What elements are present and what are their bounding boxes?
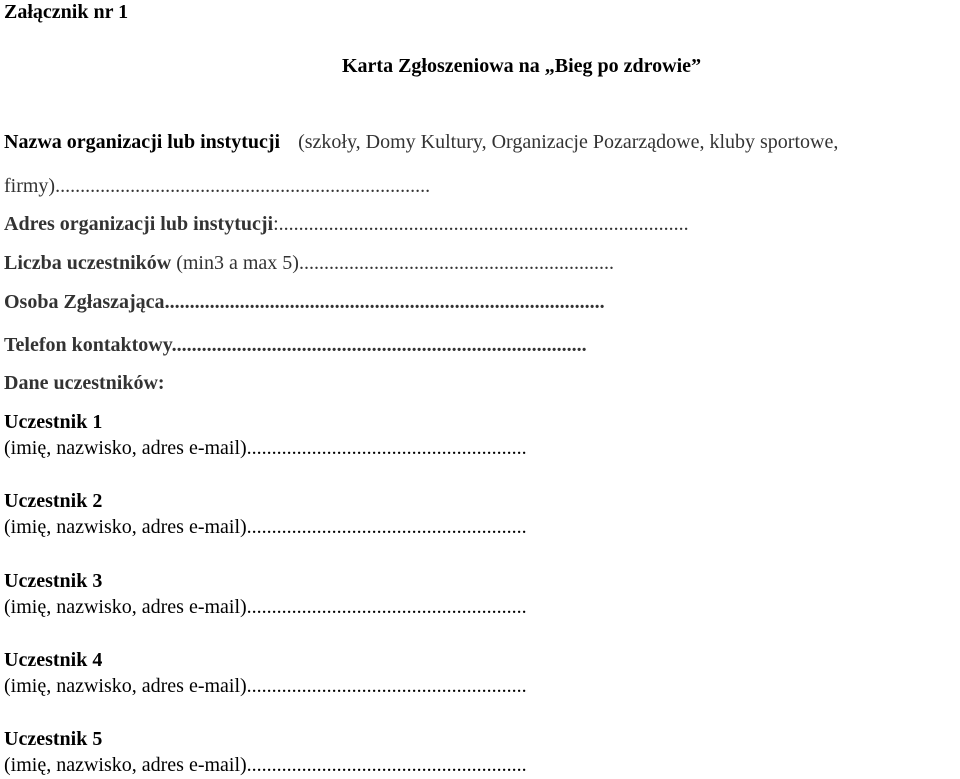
participant-3-label: Uczestnik 3 [4,570,103,592]
participant-1-label: Uczestnik 1 [4,411,103,433]
phone-field[interactable]: ................................................................................... [171,334,587,356]
contact-person-label: Osoba Zgłaszająca [4,291,165,313]
participant-4-label: Uczestnik 4 [4,649,103,671]
participants-header: Dane uczestników: [4,372,165,394]
contact-person-row [4,290,605,314]
phone-label: Telefon kontaktowy [4,334,172,356]
org-name-label: Nazwa organizacji lub instytucji [4,131,281,153]
participant-2-label: Uczestnik 2 [4,490,103,512]
participant-5-field[interactable]: (imię, nazwisko, adres e-mail)........................................................ [4,754,527,776]
phone-row [4,333,587,357]
participant-3-field[interactable]: (imię, nazwisko, adres e-mail)........................................................ [4,596,527,618]
address-row [4,212,689,236]
page-title: Karta Zgłoszeniowa na „Bieg po zdrowie” [342,55,702,77]
participant-count-field[interactable]: (min3 a max 5)............................................................... [176,252,614,274]
address-field[interactable]: :.................................................................................. [273,213,689,235]
contact-person-field[interactable]: ........................................................................................ [164,291,605,313]
annex-label: Załącznik nr 1 [4,1,129,23]
participant-5-label: Uczestnik 5 [4,728,103,750]
address-label: Adres organizacji lub instytucji [4,213,274,235]
org-name-hint: (szkoły, Domy Kultury, Organizacje Pozarządowe, kluby sportowe, [298,131,839,153]
participant-4-field[interactable]: (imię, nazwisko, adres e-mail)........................................................ [4,675,527,697]
participant-2-field[interactable]: (imię, nazwisko, adres e-mail)........................................................ [4,516,527,538]
participant-count-row [4,251,614,275]
org-name-row [4,130,838,154]
participant-count-label: Liczba uczestników [4,252,172,274]
org-name-field[interactable]: firmy)........................................................................... [4,175,431,197]
participant-1-field[interactable]: (imię, nazwisko, adres e-mail)........................................................ [4,437,527,459]
